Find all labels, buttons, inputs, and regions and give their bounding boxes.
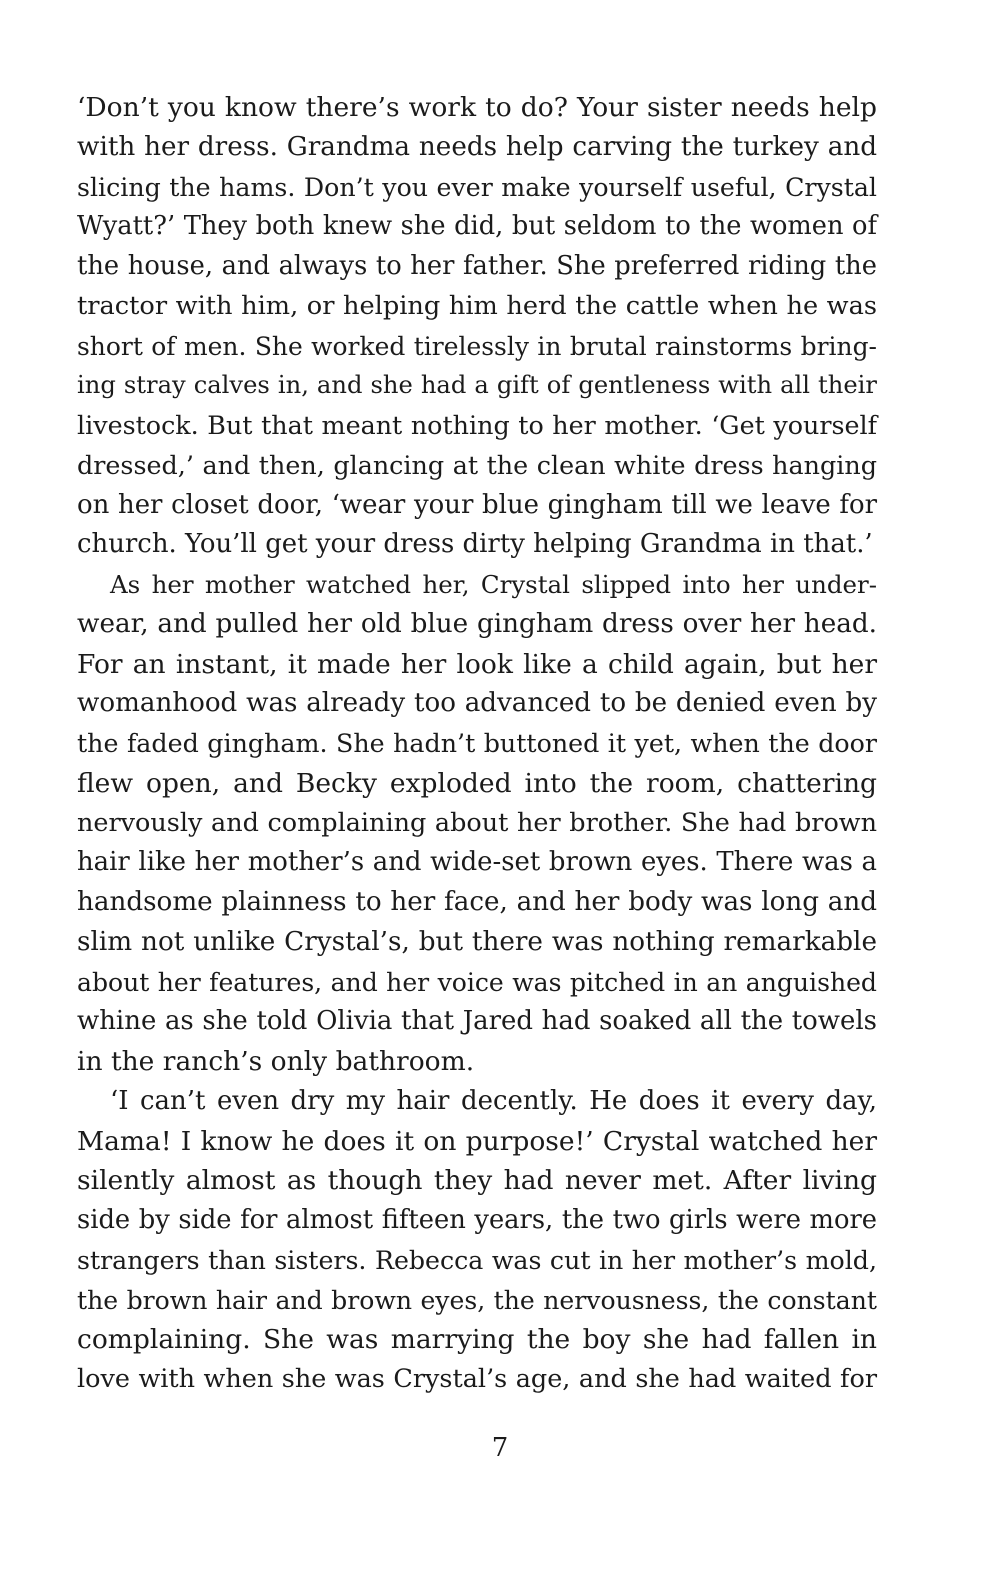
page-number: 7 bbox=[491, 1433, 509, 1463]
text-line: about her features, and her voice was pitched in an anguished bbox=[77, 967, 877, 997]
text-line: ‘Don’t you know there’s work to do? Your sister needs help bbox=[77, 92, 877, 123]
text-line: For an instant, it made her look like a child again, but her bbox=[77, 648, 877, 680]
text-line: livestock. But that meant nothing to her mother. ‘Get yourself bbox=[77, 410, 877, 440]
text-line: the house, and always to her father. She preferred riding the bbox=[77, 251, 877, 281]
text-line: strangers than sisters. Rebecca was cut in her mother’s mold, bbox=[77, 1245, 877, 1275]
text-line: the brown hair and brown eyes, the nervousness, the constant bbox=[77, 1285, 877, 1315]
text-line: flew open, and Becky exploded into the room, chattering bbox=[77, 767, 877, 799]
text-line: slicing the hams. Don’t you ever make yourself useful, Crystal bbox=[77, 172, 877, 202]
text-line: side by side for almost fifteen years, the two girls were more bbox=[77, 1205, 877, 1235]
text-line: on her closet door, ‘wear your blue gingham till we leave for bbox=[77, 489, 877, 520]
text-line: love with when she was Crystal’s age, and she had waited for bbox=[77, 1364, 877, 1394]
text-line: Mama! I know he does it on purpose!’ Crystal watched her bbox=[77, 1125, 877, 1157]
text-line: nervously and complaining about her brother. She had brown bbox=[77, 807, 877, 838]
text-line: slim not unlike Crystal’s, but there was nothing remarkable bbox=[77, 926, 877, 957]
text-line: womanhood was already too advanced to be denied even by bbox=[77, 688, 877, 719]
text-line: short of men. She worked tirelessly in brutal rainstorms bring- bbox=[77, 331, 877, 361]
text-line: ing stray calves in, and she had a gift of gentleness with all their bbox=[77, 371, 877, 400]
paragraph-start-line: ‘I can’t even dry my hair decently. He does it every day, bbox=[110, 1085, 877, 1116]
body-text bbox=[77, 88, 877, 1400]
text-line: wear, and pulled her old blue gingham dress over her head. bbox=[77, 608, 877, 639]
text-line: complaining. She was marrying the boy she had fallen in bbox=[77, 1324, 877, 1356]
text-line: handsome plainness to her face, and her body was long and bbox=[77, 887, 877, 917]
text-line: tractor with him, or helping him herd the cattle when he was bbox=[77, 290, 877, 321]
text-line: whine as she told Olivia that Jared had soaked all the towels bbox=[77, 1006, 877, 1037]
text-line: the faded gingham. She hadn’t buttoned it yet, when the door bbox=[77, 728, 877, 758]
text-line: hair like her mother’s and wide-set brown eyes. There was a bbox=[77, 847, 877, 878]
paragraph-start-line: As her mother watched her, Crystal slipped into her under- bbox=[110, 570, 877, 599]
text-line: dressed,’ and then, glancing at the clean white dress hanging bbox=[77, 449, 877, 480]
text-line: church. You’ll get your dress dirty helping Grandma in that.’ bbox=[77, 529, 873, 560]
text-line: with her dress. Grandma needs help carving the turkey and bbox=[77, 131, 877, 162]
text-line: in the ranch’s only bathroom. bbox=[77, 1046, 475, 1077]
text-line: silently almost as though they had never met. After living bbox=[77, 1165, 877, 1197]
text-line: Wyatt?’ They both knew she did, but seldom to the women of bbox=[77, 211, 877, 242]
